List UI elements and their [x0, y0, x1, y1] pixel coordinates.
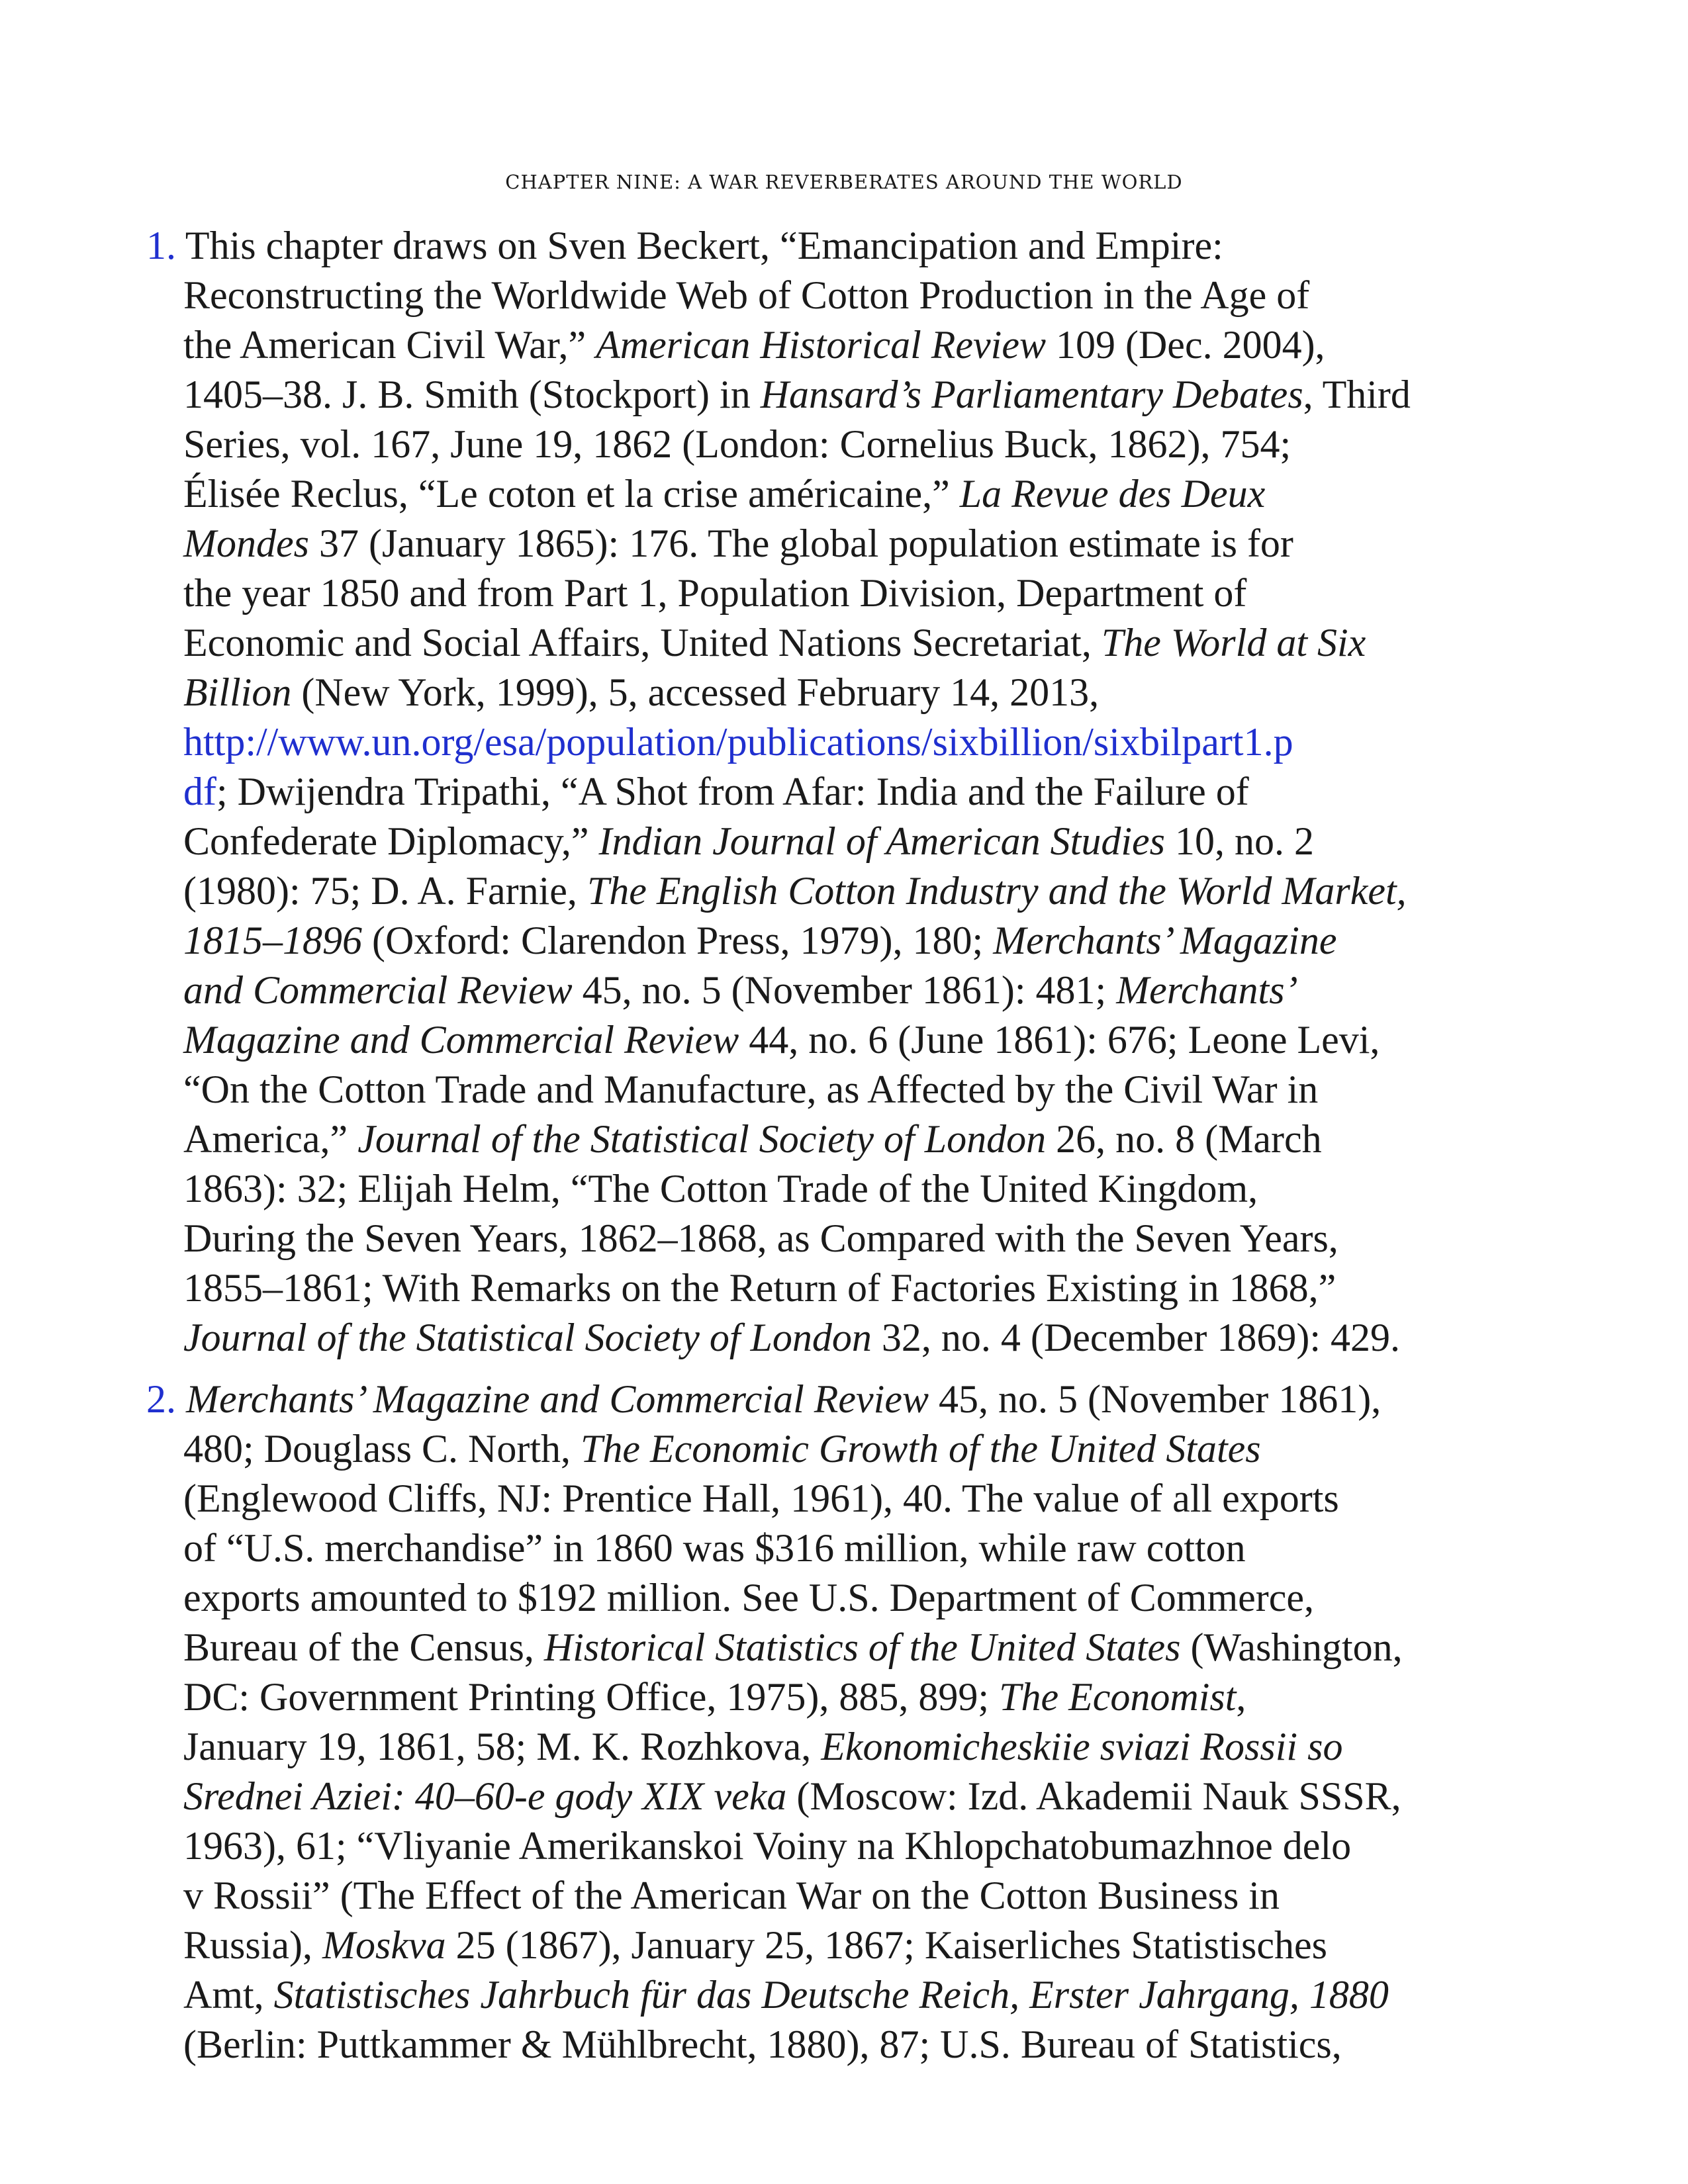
endnote-line — [146, 221, 1223, 271]
italic-title: La Revue des Deux — [959, 472, 1266, 516]
endnote-text: (Washington, — [1180, 1625, 1403, 1669]
endnote-text: 1863): 32; Elijah Helm, “The Cotton Trade of the United Kingdom, — [183, 1167, 1258, 1210]
endnote-line — [183, 1065, 1318, 1115]
italic-title: Statistisches Jahrbuch für das Deutsche Reich, Erster Jahrgang, 1880 — [273, 1973, 1389, 2017]
italic-title: and Commercial Review — [183, 968, 573, 1012]
endnote-line — [183, 1263, 1336, 1313]
endnote-line — [183, 569, 1246, 618]
italic-title: Merchants’ Magazine and Commercial Review — [186, 1377, 929, 1421]
url-link[interactable]: df — [183, 770, 216, 813]
endnote-line — [183, 1573, 1314, 1623]
endnote-line — [183, 1424, 1261, 1474]
italic-title: Srednei Aziei: 40–60-e gody XIX veka — [183, 1774, 787, 1818]
endnote-number-link[interactable]: 1. — [146, 224, 176, 267]
endnote-line — [183, 817, 1314, 866]
endnote-text: 1963), 61; “Vliyanie Amerikanskoi Voiny na Khlopchatobumazhnoe delo — [183, 1824, 1352, 1868]
endnote-line — [183, 1970, 1389, 2020]
endnote-text: Economic and Social Affairs, United Nations Secretariat, — [183, 621, 1102, 664]
endnote-line — [183, 1214, 1338, 1263]
endnote-text: (Oxford: Clarendon Press, 1979), 180; — [362, 919, 994, 962]
endnote-text: 1855–1861; With Remarks on the Return of Factories Existing in 1868,” — [183, 1266, 1336, 1310]
italic-title: Merchants’ Magazine — [993, 919, 1337, 962]
endnote-line — [183, 767, 1249, 817]
endnote-text: (Englewood Cliffs, NJ: Prentice Hall, 1961), 40. The value of all exports — [183, 1477, 1339, 1520]
endnote-line — [183, 271, 1309, 320]
endnote-line — [183, 668, 1099, 717]
endnote-text: “On the Cotton Trade and Manufacture, as Affected by the Civil War in — [183, 1068, 1319, 1111]
endnote-text: 109 (Dec. 2004), — [1046, 323, 1325, 367]
endnote-text: During the Seven Years, 1862–1868, as Compared with the Seven Years, — [183, 1216, 1338, 1260]
endnote-line — [183, 1921, 1327, 1970]
endnote-line — [183, 1474, 1339, 1524]
endnote-line — [183, 1524, 1246, 1573]
italic-title: Ekonomicheskiie sviazi Rossii so — [821, 1725, 1343, 1768]
endnote-text: 26, no. 8 (March — [1046, 1117, 1322, 1161]
endnote-text: (New York, 1999), 5, accessed February 14, 2013, — [291, 670, 1100, 714]
endnote-line — [183, 1672, 1246, 1722]
endnote-text: Series, vol. 167, June 19, 1862 (London: Cornelius Buck, 1862), 754; — [183, 422, 1291, 466]
endnote-line — [183, 1164, 1258, 1214]
running-head: CHAPTER NINE: A WAR REVERBERATES AROUND THE WORLD — [505, 171, 1183, 193]
italic-title: American Historical Review — [596, 323, 1046, 367]
endnote-text: ; Dwijendra Tripathi, “A Shot from Afar: India and the Failure of — [216, 770, 1249, 813]
endnote-text: (Berlin: Puttkammer & Mühlbrecht, 1880), 87; U.S. Bureau of Statistics, — [183, 2023, 1342, 2066]
endnote-line — [183, 717, 1293, 767]
endnote-text: the American Civil War,” — [183, 323, 596, 367]
endnote-text: 45, no. 5 (November 1861), — [928, 1377, 1382, 1421]
endnote-text: 10, no. 2 — [1164, 819, 1314, 863]
endnote-line — [183, 370, 1411, 420]
endnote-line — [183, 1871, 1280, 1921]
italic-title: Historical Statistics of the United States — [543, 1625, 1181, 1669]
endnote-text: 480; Douglass C. North, — [183, 1427, 581, 1471]
endnote-text: Amt, — [183, 1973, 274, 2017]
italic-title: The World at Six — [1101, 621, 1366, 664]
url-link[interactable]: http://www.un.org/esa/population/publications/sixbillion/sixbilpart1.p — [183, 720, 1293, 764]
endnote-text: , — [1236, 1675, 1246, 1719]
endnote-text: DC: Government Printing Office, 1975), 885, 899; — [183, 1675, 1000, 1719]
endnote-text: of “U.S. merchandise” in 1860 was $316 million, while raw cotton — [183, 1526, 1246, 1570]
italic-title: Journal of the Statistical Society of London — [357, 1117, 1047, 1161]
endnote-line — [183, 866, 1407, 916]
endnote-text: Russia), — [183, 1923, 322, 1967]
endnote-line — [183, 420, 1291, 469]
endnote-text: Reconstructing the Worldwide Web of Cotton Production in the Age of — [183, 273, 1310, 317]
endnote-line — [183, 916, 1337, 966]
endnote-text: Élisée Reclus, “Le coton et la crise américaine,” — [183, 472, 960, 516]
italic-title: Billion — [183, 670, 292, 714]
italic-title: Indian Journal of American Studies — [598, 819, 1165, 863]
endnote-number-link[interactable]: 2. — [146, 1377, 176, 1421]
endnote-line — [183, 1015, 1380, 1065]
italic-title: The Economist — [999, 1675, 1237, 1719]
italic-title: Mondes — [183, 522, 309, 565]
endnote-text: America,” — [183, 1117, 358, 1161]
endnote-text: This chapter draws on Sven Beckert, “Emancipation and Empire: — [176, 224, 1223, 267]
endnote-line — [183, 469, 1265, 519]
endnote-line — [183, 1722, 1342, 1772]
endnote-text: 37 (January 1865): 176. The global population estimate is for — [308, 522, 1293, 565]
italic-title: Journal of the Statistical Society of London — [183, 1316, 872, 1359]
endnote-line — [183, 966, 1298, 1015]
endnote-text: (1980): 75; D. A. Farnie, — [183, 869, 587, 913]
endnote-text: 32, no. 4 (December 1869): 429. — [871, 1316, 1401, 1359]
endnote-line — [183, 519, 1293, 569]
endnote-line — [183, 1313, 1400, 1363]
endnote-line — [183, 320, 1325, 370]
endnote-text: January 19, 1861, 58; M. K. Rozhkova, — [183, 1725, 821, 1768]
italic-title: The English Cotton Industry and the World Market, — [586, 869, 1407, 913]
italic-title: Merchants’ — [1116, 968, 1298, 1012]
italic-title: Magazine and Commercial Review — [183, 1018, 739, 1062]
italic-title: Moskva — [322, 1923, 446, 1967]
endnote-text: 44, no. 6 (June 1861): 676; Leone Levi, — [739, 1018, 1380, 1062]
endnote-text: exports amounted to $192 million. See U.S. Department of Commerce, — [183, 1576, 1315, 1619]
endnote-text: 45, no. 5 (November 1861): 481; — [572, 968, 1117, 1012]
endnote-line — [146, 1375, 1381, 1424]
endnote-text: Bureau of the Census, — [183, 1625, 544, 1669]
endnote-line — [183, 618, 1366, 668]
endnote-text: the year 1850 and from Part 1, Population Division, Department of — [183, 571, 1247, 615]
endnote-text: v Rossii” (The Effect of the American War on the Cotton Business in — [183, 1874, 1280, 1917]
endnote-line — [183, 1623, 1403, 1672]
endnote-text: (Moscow: Izd. Akademii Nauk SSSR, — [786, 1774, 1401, 1818]
italic-title: 1815–1896 — [183, 919, 362, 962]
endnote-line — [183, 1821, 1351, 1871]
endnote-text: , Third — [1303, 373, 1411, 416]
endnote-line — [183, 2020, 1342, 2070]
endnote-text: 1405–38. J. B. Smith (Stockport) in — [183, 373, 761, 416]
endnote-text: Confederate Diplomacy,” — [183, 819, 599, 863]
italic-title: The Economic Growth of the United States — [581, 1427, 1261, 1471]
endnote-line — [183, 1772, 1401, 1821]
endnote-text: 25 (1867), January 25, 1867; Kaiserliches Statistisches — [445, 1923, 1328, 1967]
endnote-text — [176, 1377, 186, 1421]
endnote-line — [183, 1115, 1322, 1164]
italic-title: Hansard’s Parliamentary Debates — [760, 373, 1303, 416]
